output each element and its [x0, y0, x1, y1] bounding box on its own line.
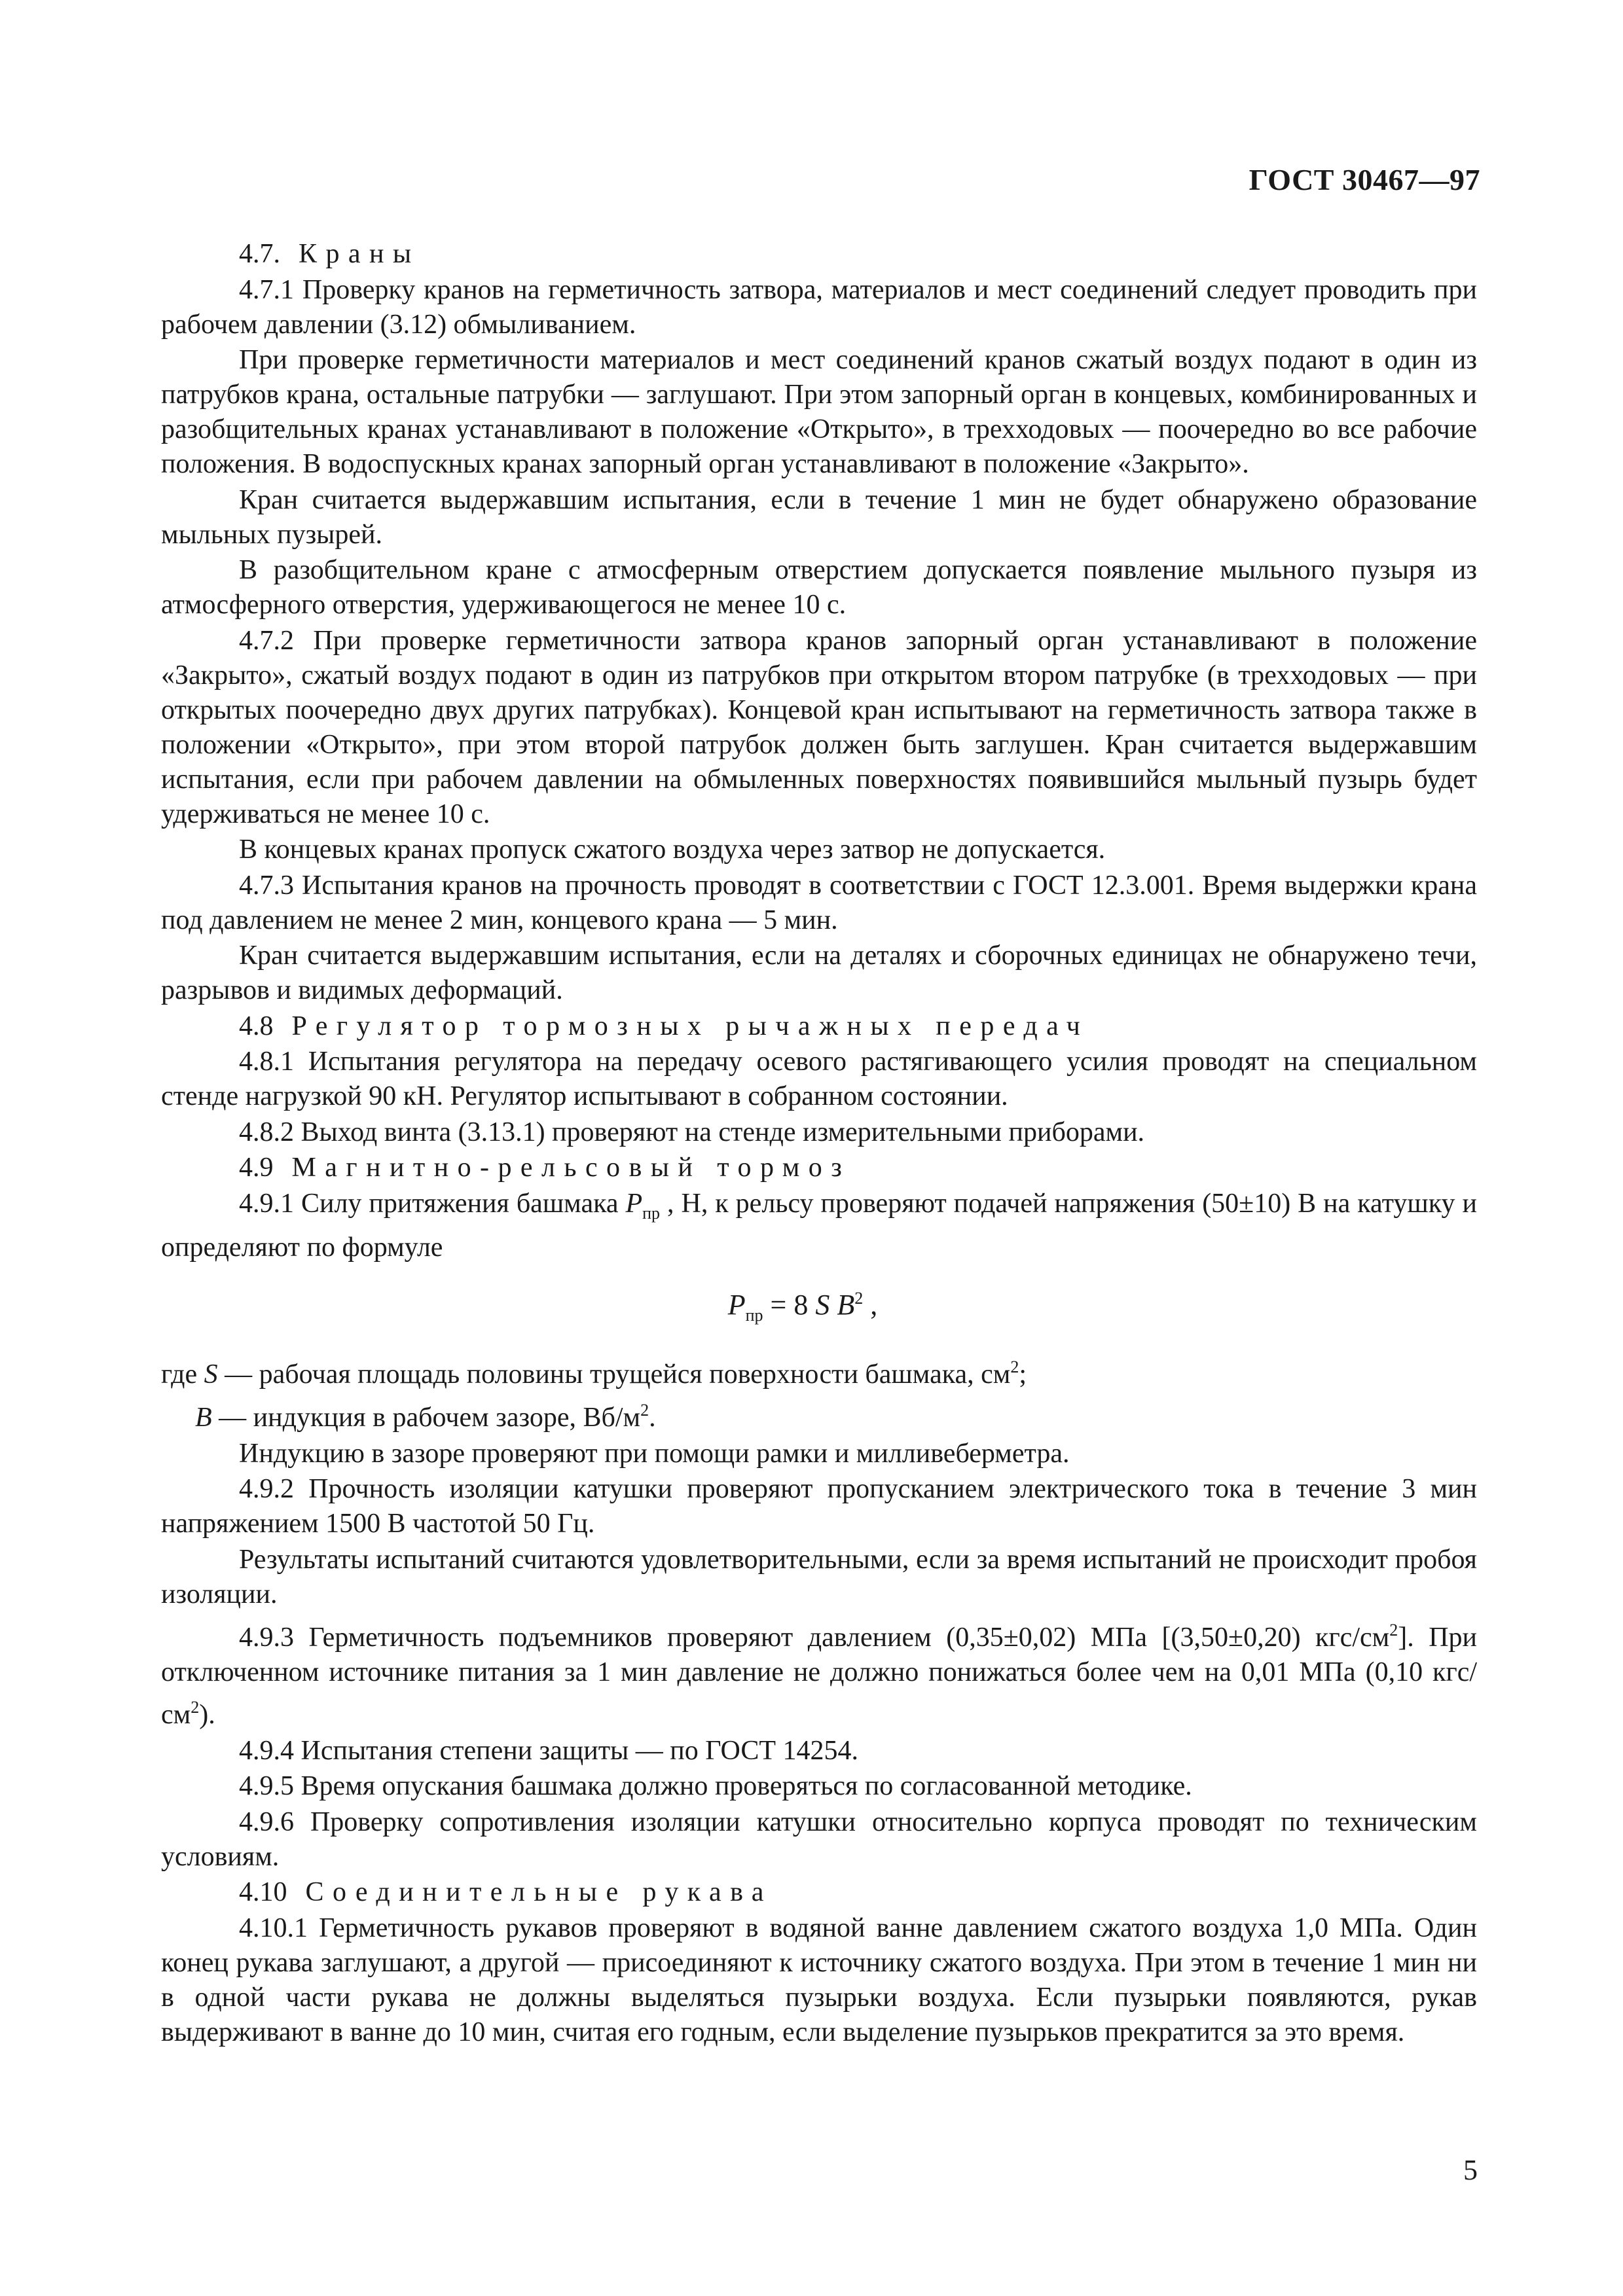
superscript: 2: [1010, 1357, 1019, 1376]
definition-text: — рабочая площадь половины трущейся поверхности башмака, см: [217, 1359, 1011, 1390]
section-number: 4.10: [239, 1877, 287, 1907]
section-heading-4-7: [161, 237, 1477, 272]
force-symbol: P: [625, 1188, 643, 1219]
paragraph-4-9-4: 4.9.4 Испытания степени защиты — по ГОСТ 14254.: [239, 1735, 859, 1766]
section-title: Магнитно-рельсовый тормоз: [291, 1153, 851, 1183]
paragraph-4-9-6: 4.9.6 Проверку сопротивления изоляции катушки относительно корпуса проводят по техническим условиям.: [161, 1806, 1477, 1872]
superscript: 2: [191, 1698, 200, 1717]
section-heading-4-9: [161, 1151, 1477, 1185]
section-number: 4.7.: [239, 239, 280, 269]
paragraph: Индукцию в зазоре проверяют при помощи рамки и милливеберметра.: [239, 1438, 1070, 1469]
page-number: 5: [1463, 2154, 1478, 2186]
symbol-s: S: [204, 1359, 218, 1390]
text-run: ]. При отключенном источнике питания за 1 мин давление не должно понижаться более чем на 0,01 МПа (0,10 кгс/см: [161, 1623, 1477, 1730]
paragraph-4-10-1: 4.10.1 Герметичность рукавов проверяют в водяной ванне давлением сжатого воздуха 1,0 МПа. Один конец рукава заглушают, а другой — присоединяют к источнику сжатого воздуха. При этом в течение 1 мин ни в одной части рукава не должны выделяться пузырьки воздуха. Если пузырьки появляются, рукав выдерживают в ванне до 10 мин, считая его годным, если выделение пузырьков прекратится за это время.: [161, 1912, 1477, 2047]
doc-code-header: ГОСТ 30467—97: [1249, 163, 1480, 196]
subscript: пр: [642, 1203, 661, 1223]
paragraph-4-9-3: [161, 1613, 1477, 1732]
formula-s: S: [815, 1288, 830, 1321]
text-run: ).: [199, 1700, 215, 1730]
paragraph-4-8-1: 4.8.1 Испытания регулятора на передачу осевого растягивающего усилия проводят на специальном стенде нагрузкой 90 кН. Регулятор испытывают в собранном состоянии.: [161, 1047, 1477, 1111]
formula-lhs-subscript: пр: [745, 1305, 763, 1325]
paragraph: При проверке герметичности материалов и мест соединений кранов сжатый воздух подают в один из патрубков крана, остальные патрубки — заглушают. При этом запорный орган в концевых, комбинированных и разобщительных кранах устанавливают в положение «Открыто», в трехходовых — поочередно во все рабочие положения. В водоспускных кранах запорный орган устанавливают в положение «Закрыто».: [161, 345, 1477, 479]
section-heading-4-10: [161, 1875, 1477, 1910]
paragraph-4-7-3: 4.7.3 Испытания кранов на прочность проводят в соответствии с ГОСТ 12.3.001. Время выдержки крана под давлением не менее 2 мин, концевого крана — 5 мин.: [161, 870, 1477, 935]
paragraph: В разобщительном кране с атмосферным отверстием допускается появление мыльного пузыря из атмосферного отверстия, удерживающегося не менее 10 с.: [161, 555, 1477, 620]
where-definition-s: [161, 1350, 1477, 1392]
document-body: [161, 237, 1477, 2051]
formula-tail: ,: [863, 1288, 878, 1321]
section-title: Регулятор тормозных рычажных передач: [291, 1011, 1089, 1041]
section-heading-4-8: [161, 1009, 1477, 1044]
superscript: 2: [1389, 1621, 1398, 1640]
formula-b: B: [837, 1288, 855, 1321]
text-run: , Н, к рельсу проверяют подачей напряжения (50±10) В на катушку и определяют по формуле: [161, 1188, 1477, 1263]
paragraph-4-7-2: 4.7.2 При проверке герметичности затвора кранов запорный орган устанавливают в положение «Закрыто», сжатый воздух подают в один из патрубков при открытом втором патрубке (в трехходовых — при открытых поочередно двух других патрубках). Концевой кран испытывают на герметичность затвора также в положении «Открыто», при этом второй патрубок должен быть заглушен. Кран считается выдержавшим испытания, если при рабочем давлении на обмыленных поверхностях появившийся мыльный пузырь будет удерживаться не менее 10 с.: [161, 625, 1477, 829]
section-number: 4.9: [239, 1153, 274, 1183]
formula-exponent: 2: [854, 1288, 864, 1308]
where-definition-b: [161, 1393, 1477, 1435]
text-run: 4.9.1 Силу притяжения башмака: [239, 1188, 626, 1219]
paragraph-4-8-2: 4.8.2 Выход винта (3.13.1) проверяют на стенде измерительными приборами.: [239, 1117, 1145, 1147]
section-title: Краны: [299, 239, 420, 269]
text-run: 4.9.3 Герметичность подъемников проверяют давлением (0,35±0,02) МПа [(3,50±0,20) кгс/см: [239, 1623, 1390, 1653]
paragraph: В концевых кранах пропуск сжатого воздуха через затвор не допускается.: [239, 834, 1106, 865]
definition-text: — индукция в рабочем зазоре, Вб/м: [211, 1403, 641, 1433]
formula-equals: = 8: [763, 1288, 816, 1321]
paragraph-4-9-5: 4.9.5 Время опускания башмака должно проверяться по согласованной методике.: [239, 1771, 1192, 1801]
paragraph-4-9-1: [161, 1187, 1477, 1265]
paragraph: Результаты испытаний считаются удовлетворительными, если за время испытаний не происходит пробоя изоляции.: [161, 1544, 1477, 1609]
symbol-b: B: [195, 1403, 212, 1433]
section-title: Соединительные рукава: [305, 1877, 773, 1907]
paragraph-4-9-2: 4.9.2 Прочность изоляции катушки проверяют пропусканием электрического тока в течение 3 мин напряжением 1500 В частотой 50 Гц.: [161, 1474, 1477, 1539]
section-number: 4.8: [239, 1011, 274, 1041]
formula-lhs: P: [727, 1288, 746, 1321]
paragraph: Кран считается выдержавшим испытания, если на деталях и сборочных единицах не обнаружено течи, разрывов и видимых деформаций.: [161, 941, 1477, 1005]
formula: [161, 1281, 1477, 1333]
punctuation: ;: [1019, 1359, 1027, 1390]
punctuation: .: [649, 1403, 656, 1433]
where-label: где: [161, 1359, 204, 1390]
paragraph-4-7-1: 4.7.1 Проверку кранов на герметичность затвора, материалов и мест соединений следует проводить при рабочем давлении (3.12) обмыливанием.: [161, 274, 1477, 340]
paragraph: Кран считается выдержавшим испытания, если в течение 1 мин не будет обнаружено образование мыльных пузырей.: [161, 484, 1477, 550]
superscript: 2: [640, 1401, 649, 1420]
